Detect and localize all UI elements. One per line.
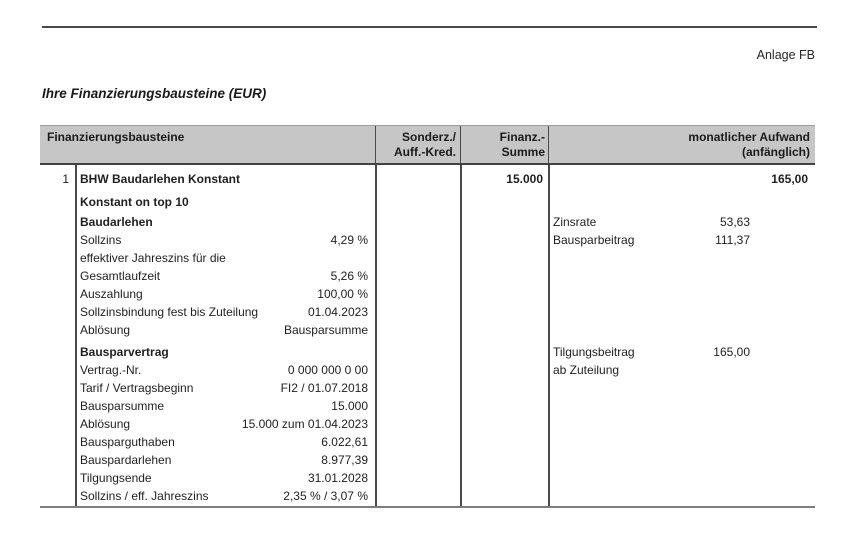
aufwand-sub-label: ab Zuteilung [553, 363, 620, 377]
top-rule [42, 26, 817, 28]
row-sonderz-cell [375, 193, 460, 211]
row-aufwand-cell [548, 303, 815, 321]
row-aufwand-cell [548, 213, 815, 231]
row-finanz-summe-cell [460, 451, 548, 469]
row-label: Gesamtlaufzeit [80, 269, 161, 283]
header-summe-line2: Summe [501, 145, 545, 159]
row-finanz-summe-cell [460, 379, 548, 397]
row-finanz-summe-cell [460, 361, 548, 379]
row-value: 6.022,61 [321, 435, 368, 449]
row-value: 01.04.2023 [307, 305, 368, 319]
row-label: Bausparguthaben [80, 435, 175, 449]
column-divider-aufwand [548, 165, 550, 506]
row-label: Sollzins [80, 233, 122, 247]
row-label: Tarif / Vertragsbeginn [80, 381, 194, 395]
row-sonderz-cell [375, 397, 460, 415]
row-finanz-summe-cell [460, 343, 548, 361]
header-col-sonderz-auff-kred [375, 126, 460, 163]
row-finanz-summe-cell [460, 469, 548, 487]
page-title: Ihre Finanzierungsbausteine (EUR) [42, 86, 267, 101]
row-number-cell [40, 433, 75, 451]
row-value: 8.977,39 [321, 453, 368, 467]
row-number-cell [40, 193, 75, 211]
table-row [40, 170, 815, 188]
aufwand-sub-label: Tilgungsbeitrag [553, 345, 635, 359]
column-divider-sonderz [375, 165, 377, 506]
row-main-cell [75, 249, 375, 267]
row-number-cell: 1 [62, 172, 69, 186]
row-label: Bausparsumme [80, 399, 165, 413]
row-aufwand-cell [548, 415, 815, 433]
row-sonderz-cell [375, 487, 460, 505]
row-main-cell [75, 433, 375, 451]
row-sonderz-cell [375, 415, 460, 433]
row-sonderz-cell [375, 343, 460, 361]
row-sonderz-cell [375, 267, 460, 285]
row-aufwand-cell [548, 397, 815, 415]
row-label: Bauspardarlehen [80, 453, 172, 467]
row-value: 15.000 [331, 399, 368, 413]
row-value: 31.01.2028 [307, 471, 368, 485]
row-aufwand-sub [548, 213, 815, 231]
row-number-cell [40, 267, 75, 285]
row-number-cell [40, 321, 75, 339]
table-row [40, 285, 815, 303]
table-row [40, 193, 815, 211]
row-main-cell [75, 415, 375, 433]
column-divider-summe [460, 165, 462, 506]
row-sonderz-cell [375, 321, 460, 339]
row-value: 2,35 % / 3,07 % [283, 489, 368, 503]
row-main-cell [75, 451, 375, 469]
header-sonderz-line1: Sonderz./ [401, 130, 456, 144]
table-row [40, 451, 815, 469]
row-value: 5,26 % [330, 269, 368, 283]
aufwand-sub-label: Bausparbeitrag [553, 233, 635, 247]
table-row [40, 303, 815, 321]
row-label: Ablösung [80, 323, 131, 337]
table-row [40, 433, 815, 451]
row-main-cell [75, 379, 375, 397]
row-number-cell [40, 397, 75, 415]
row-value: FI2 / 01.07.2018 [280, 381, 368, 395]
row-label: Bausparvertrag [80, 345, 169, 359]
row-number-cell [40, 415, 75, 433]
row-main-cell [75, 213, 375, 231]
row-number-cell [40, 487, 75, 505]
table-row [40, 415, 815, 433]
row-finanz-summe-cell [460, 321, 548, 339]
table-row [40, 213, 815, 231]
row-sonderz-cell [375, 249, 460, 267]
row-value: 100,00 % [317, 287, 368, 301]
row-finanz-summe-cell [460, 249, 548, 267]
aufwand-sub-value: 111,37 [715, 233, 750, 247]
row-finanz-summe-cell [460, 397, 548, 415]
header-aufwand-line1: monatlicher Aufwand [688, 130, 810, 144]
row-label: Vertrag.-Nr. [80, 363, 142, 377]
annex-label: Anlage FB [756, 48, 815, 62]
row-aufwand-sub [548, 231, 815, 249]
row-aufwand-cell [548, 361, 815, 379]
row-number-cell [40, 231, 75, 249]
row-main-cell [75, 487, 375, 505]
row-finanz-summe-cell [460, 285, 548, 303]
row-number-cell [40, 213, 75, 231]
row-aufwand-cell [548, 285, 815, 303]
row-sonderz-cell [375, 170, 460, 188]
table-row [40, 361, 815, 379]
table-body [40, 165, 815, 508]
row-aufwand-cell [548, 193, 815, 211]
row-number-cell [40, 249, 75, 267]
row-finanz-summe-cell [460, 231, 548, 249]
table-row [40, 267, 815, 285]
row-number-cell [40, 303, 75, 321]
row-aufwand-cell [548, 487, 815, 505]
row-main-cell [75, 170, 375, 188]
row-sonderz-cell [375, 469, 460, 487]
row-sonderz-cell [375, 231, 460, 249]
row-main-cell [75, 343, 375, 361]
row-sonderz-cell [375, 379, 460, 397]
row-label: Auszahlung [80, 287, 143, 301]
table-header-row [40, 125, 815, 165]
header-aufwand-line2: (anfänglich) [742, 145, 810, 159]
table-row [40, 397, 815, 415]
row-number-cell [40, 379, 75, 397]
row-finanz-summe-cell [460, 303, 548, 321]
row-finanz-summe-cell [460, 433, 548, 451]
row-finanz-summe-cell [460, 193, 548, 211]
row-label: Sollzinsbindung fest bis Zuteilung [80, 305, 259, 319]
row-main-cell [75, 193, 375, 211]
row-aufwand-cell [548, 433, 815, 451]
row-finanz-summe-cell [460, 415, 548, 433]
row-aufwand-cell [548, 451, 815, 469]
row-sonderz-cell [375, 361, 460, 379]
row-main-cell [75, 267, 375, 285]
row-main-cell [75, 321, 375, 339]
financing-table [40, 125, 815, 508]
row-aufwand-cell [548, 343, 815, 361]
table-row [40, 321, 815, 339]
row-number-cell [40, 361, 75, 379]
row-label: effektiver Jahreszins für die [80, 251, 226, 265]
row-aufwand-cell [548, 379, 815, 397]
row-sonderz-cell [375, 303, 460, 321]
row-aufwand-cell [548, 267, 815, 285]
row-finanz-summe-cell [460, 213, 548, 231]
row-finanz-summe-cell [460, 267, 548, 285]
row-label: Sollzins / eff. Jahreszins [80, 489, 209, 503]
row-number-cell [40, 285, 75, 303]
row-value: 4,29 % [330, 233, 368, 247]
row-number-cell [40, 343, 75, 361]
column-divider-number [75, 165, 77, 506]
row-label: Tilgungsende [80, 471, 152, 485]
header-col-finanz-summe [460, 126, 548, 163]
row-label: BHW Baudarlehen Konstant [80, 172, 241, 186]
row-aufwand-cell [548, 321, 815, 339]
aufwand-sub-value: 165,00 [713, 345, 750, 359]
table-row [40, 249, 815, 267]
row-main-cell [75, 303, 375, 321]
row-value: 15.000 zum 01.04.2023 [241, 417, 368, 431]
table-row [40, 231, 815, 249]
table-row [40, 379, 815, 397]
row-sonderz-cell [375, 213, 460, 231]
row-label: Ablösung [80, 417, 131, 431]
row-aufwand-sub [548, 343, 815, 361]
row-aufwand-cell [548, 231, 815, 249]
row-main-cell [75, 469, 375, 487]
row-sonderz-cell [375, 285, 460, 303]
row-label: Baudarlehen [80, 215, 153, 229]
row-value: Bausparsumme [283, 323, 368, 337]
row-main-cell [75, 231, 375, 249]
row-sonderz-cell [375, 451, 460, 469]
header-col-monatlicher-aufwand [548, 126, 815, 163]
header-sonderz-line2: Auff.-Kred. [394, 145, 456, 159]
header-summe-line1: Finanz.- [499, 130, 545, 144]
row-aufwand-cell [548, 170, 815, 188]
row-aufwand-cell [548, 249, 815, 267]
row-label: Konstant on top 10 [80, 195, 189, 209]
aufwand-sub-label: Zinsrate [553, 215, 597, 229]
row-sonderz-cell [375, 433, 460, 451]
header-col-finanzierungsbausteine-label: Finanzierungsbausteine [47, 130, 185, 144]
row-number-cell [40, 451, 75, 469]
row-main-cell [75, 397, 375, 415]
table-row [40, 469, 815, 487]
aufwand-sub-value: 53,63 [719, 215, 750, 229]
row-finanz-summe-cell: 15.000 [506, 172, 543, 186]
row-number-cell [40, 469, 75, 487]
row-main-cell [75, 361, 375, 379]
row-finanz-summe-cell [460, 487, 548, 505]
row-aufwand-sub [548, 361, 815, 379]
row-main-cell [75, 285, 375, 303]
row-aufwand-cell [548, 469, 815, 487]
table-row [40, 487, 815, 505]
table-row [40, 343, 815, 361]
row-aufwand-total: 165,00 [771, 172, 808, 186]
header-col-finanzierungsbausteine [40, 126, 375, 163]
row-value: 0 000 000 0 00 [287, 363, 368, 377]
